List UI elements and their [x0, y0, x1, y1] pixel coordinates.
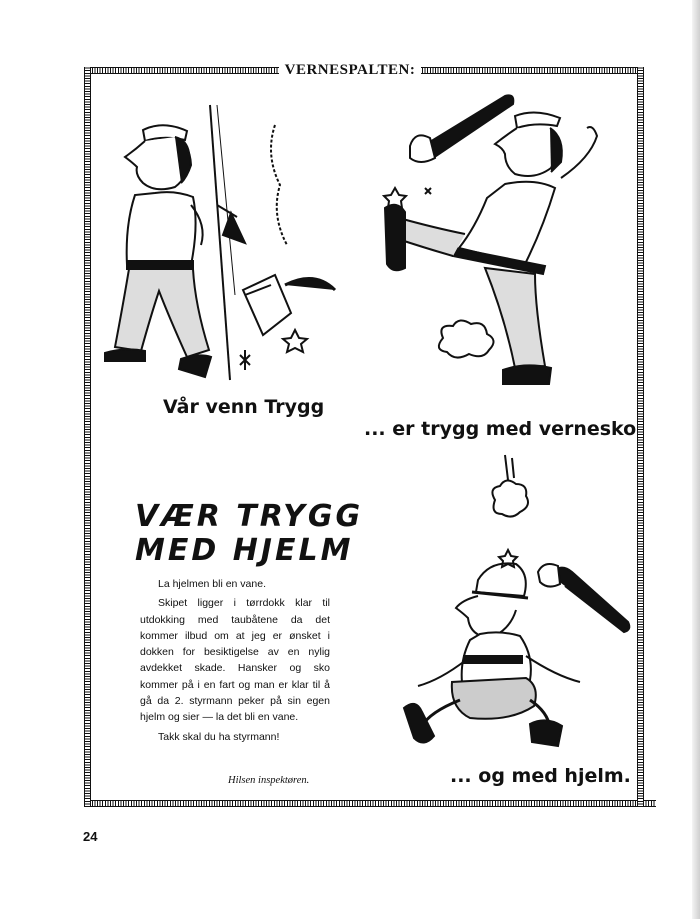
caption-var-venn-trygg: Vår venn Trygg — [163, 396, 325, 418]
article-paragraph: Takk skal du ha styrmann! — [158, 730, 280, 743]
headline-line-1: VÆR TRYGG — [135, 499, 364, 534]
article-headline — [135, 500, 363, 568]
headline-line-2: MED HJELM — [135, 533, 354, 568]
article-paragraph: Skipet ligger i tørrdokk klar til utdokking med taubåtene da det kommer ilbud om at jeg er ønsket i dokken for besiktigelse av en nylig avdekket skade. Hansker og sko kommer på i en fart og man er klar til å gå da 2. styrmann peker på sin egen hjelm og sier — la det bli en vane. — [140, 597, 330, 724]
article-signature: Hilsen inspektøren. — [228, 775, 310, 786]
page-number: 24 — [83, 829, 98, 844]
section-title: VERNESPALTEN: — [0, 62, 700, 79]
page-edge-shadow — [692, 0, 700, 919]
caption-og-med-hjelm: ... og med hjelm. — [450, 765, 631, 787]
border-bottom — [84, 800, 656, 807]
caption-trygg-med-vernesko: ... er trygg med vernesko — [364, 418, 637, 440]
article-paragraph: La hjelmen bli en vane. — [158, 578, 266, 590]
border-right — [637, 67, 644, 807]
border-left — [84, 67, 91, 807]
illustration-man-with-helmet — [400, 450, 635, 760]
article-body — [140, 576, 330, 748]
illustration-man-walking — [95, 95, 355, 395]
illustration-man-kicking-wrench — [375, 88, 620, 398]
